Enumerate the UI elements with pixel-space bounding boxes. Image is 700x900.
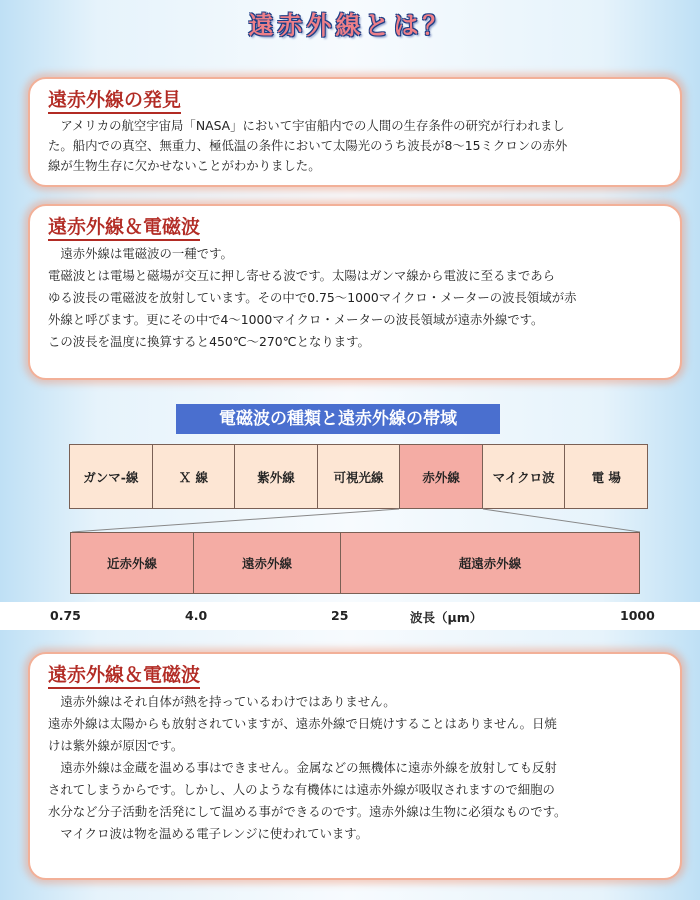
paragraph-line: この波長を温度に換算すると450℃～270℃となります。 bbox=[48, 334, 370, 349]
section-heading: 遠赤外線の発見 bbox=[48, 89, 181, 114]
scale-unit-label: 波長（μm） bbox=[410, 610, 483, 625]
properties-section bbox=[28, 652, 682, 880]
discovery-section bbox=[28, 77, 682, 187]
spectrum-row bbox=[70, 444, 648, 509]
band-near-infrared: 近赤外線 bbox=[70, 532, 194, 594]
spectrum-cell-visible: 可視光線 bbox=[317, 444, 401, 509]
paragraph-line: ゆる波長の電磁波を放射しています。その中で0.75～1000マイクロ・メーターの波長領域が赤 bbox=[48, 290, 577, 305]
electromagnetic-section bbox=[28, 204, 682, 380]
band-ultra-far-infrared: 超遠赤外線 bbox=[340, 532, 640, 594]
paragraph-line: 遠赤外線はそれ自体が熱を持っているわけではありません。 bbox=[48, 694, 396, 709]
paragraph-line: けは紫外線が原因です。 bbox=[48, 738, 184, 753]
paragraph-line: されてしまうからです。しかし、人のような有機体には遠赤外線が吸収されますので細胞の bbox=[48, 782, 555, 797]
spectrum-cell-microwave: マイクロ波 bbox=[482, 444, 566, 509]
spectrum-cell-xray: Ｘ 線 bbox=[152, 444, 236, 509]
paragraph-line: 電磁波とは電場と磁場が交互に押し寄せる波です。太陽はガンマ線から電波に至るまであら bbox=[48, 268, 556, 283]
paragraph-line: 線が生物生存に欠かせないことがわかりました。 bbox=[48, 158, 321, 173]
page-title: 遠赤外線とは？ bbox=[248, 11, 452, 40]
paragraph-line: 遠赤外線は電磁波の一種です。 bbox=[48, 246, 233, 261]
paragraph-line: 遠赤外線は金蔵を温める事はできません。金属などの無機体に遠赤外線を放射しても反射 bbox=[48, 760, 557, 775]
scale-value: 25 bbox=[331, 608, 349, 623]
zoom-line-left bbox=[72, 509, 399, 532]
spectrum-cell-field: 電 場 bbox=[564, 444, 648, 509]
band-far-infrared: 遠赤外線 bbox=[193, 532, 341, 594]
section-heading: 遠赤外線＆電磁波 bbox=[48, 664, 200, 689]
paragraph-line: 水分など分子活動を活発にして温める事ができるのです。遠赤外線は生物に必須なものです。 bbox=[48, 804, 567, 819]
section-heading: 遠赤外線＆電磁波 bbox=[48, 216, 200, 241]
scale-value: 4.0 bbox=[185, 608, 208, 623]
zoom-line-right bbox=[483, 509, 640, 532]
spectrum-cell-infrared: 赤外線 bbox=[399, 444, 483, 509]
paragraph-line: 外線と呼びます。更にその中で4～1000マイクロ・メーターの波長領域が遠赤外線です。 bbox=[48, 312, 544, 327]
infrared-bands-row bbox=[71, 532, 641, 594]
paragraph-line: た。船内での真空、無重力、極低温の条件において太陽光のうち波長が8～15ミクロンの赤外 bbox=[48, 138, 568, 153]
wavelength-scale bbox=[0, 602, 700, 630]
diagram-title: 電磁波の種類と遠赤外線の帯域 bbox=[176, 404, 500, 434]
scale-value: 1000 bbox=[620, 608, 655, 623]
paragraph-line: 遠赤外線は太陽からも放射されていますが、遠赤外線で日焼けすることはありません。日焼 bbox=[48, 716, 557, 731]
spectrum-cell-gamma: ガンマ-線 bbox=[69, 444, 153, 509]
scale-value: 0.75 bbox=[50, 608, 81, 623]
spectrum-cell-ultraviolet: 紫外線 bbox=[234, 444, 318, 509]
paragraph-line: アメリカの航空宇宙局「NASA」において宇宙船内での人間の生存条件の研究が行われまし bbox=[48, 118, 565, 133]
paragraph-line: マイクロ波は物を温める電子レンジに使われています。 bbox=[48, 826, 369, 841]
